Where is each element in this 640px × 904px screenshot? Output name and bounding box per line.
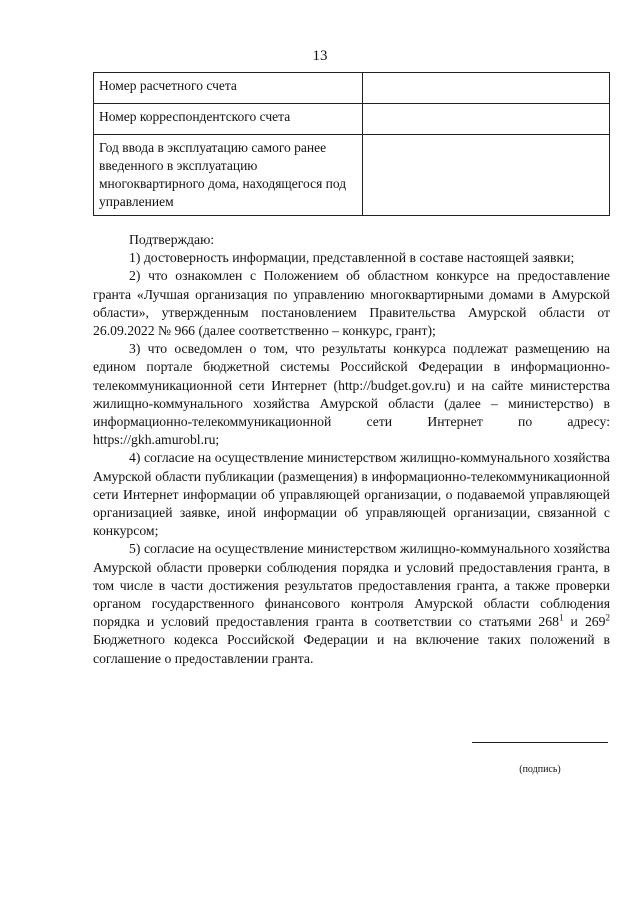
table-cell-value: [362, 135, 609, 216]
confirmation-item-5: [93, 540, 610, 667]
table-cell-value: [362, 73, 609, 104]
confirmation-item-1: 1) достоверность информации, представленной в составе настоящей заявки;: [129, 250, 575, 266]
table-cell-label: Номер расчетного счета: [94, 73, 363, 104]
item-5-text-part-2: и 269: [563, 614, 606, 630]
confirmation-item-4: 4) согласие на осуществление министерством жилищно-коммунального хозяйства Амурской области публикации (размещения) в информационно-телекоммуникационной сети Интернет информации об управляющей организации, о подаваемой управляющей организацией заявке, иной информации об управляющей организации, связанной с конкурсом;: [93, 450, 610, 539]
article-superscript-2: 2: [605, 612, 610, 623]
item-5-text-part-1: 5) согласие на осуществление министерством жилищно-коммунального хозяйства Амурской области проверки соблюдения порядка и условий предоставления гранта, в том числе в части достижения результатов предоставления гранта, а также проверки органом государственного финансового контроля Амурской области соблюдения порядка и условий предоставления гранта в соответствии со статьями 268: [93, 541, 610, 630]
table-cell-value: [362, 104, 609, 135]
organization-details-table: [93, 72, 610, 216]
table-row: [94, 135, 610, 216]
table-row: [94, 104, 610, 135]
confirmation-heading: Подтверждаю:: [129, 232, 215, 247]
confirmation-item-2: 2) что ознакомлен с Положением об областном конкурсе на предоставление гранта «Лучшая организация по управлению многоквартирными домами в Амурской области», утвержденным постановлением Правительства Амурской области от 26.09.2022 № 966 (далее соответственно – конкурс, грант);: [93, 268, 610, 339]
item-5-text-part-3: Бюджетного кодекса Российской Федерации и на включение таких положений в соглашение о предоставлении гранта.: [93, 632, 610, 666]
table-cell-label: Номер корреспондентского счета: [94, 104, 363, 135]
table-row: [94, 73, 610, 104]
signature-line: [472, 742, 608, 743]
article-superscript-1: 1: [558, 612, 564, 623]
confirmation-item-3: 3) что осведомлен о том, что результаты конкурса подлежат размещению на едином портале бюджетной системы Российской Федерации в информационно-телекоммуникационной сети Интернет (http://budget.gov.ru) и на сайте министерства жилищно-коммунального хозяйства Амурской области (далее – министерство) в информационно-телекоммуникационной сети Интернет по адресу: https://gkh.amurobl.ru;: [93, 341, 610, 448]
confirmation-section: [93, 231, 610, 668]
page-number: 13: [312, 48, 328, 64]
table-cell-label: Год ввода в эксплуатацию самого ранее введенного в эксплуатацию многоквартирного дома, находящегося под управлением: [94, 135, 363, 216]
signature-caption: (подпись): [519, 764, 561, 775]
